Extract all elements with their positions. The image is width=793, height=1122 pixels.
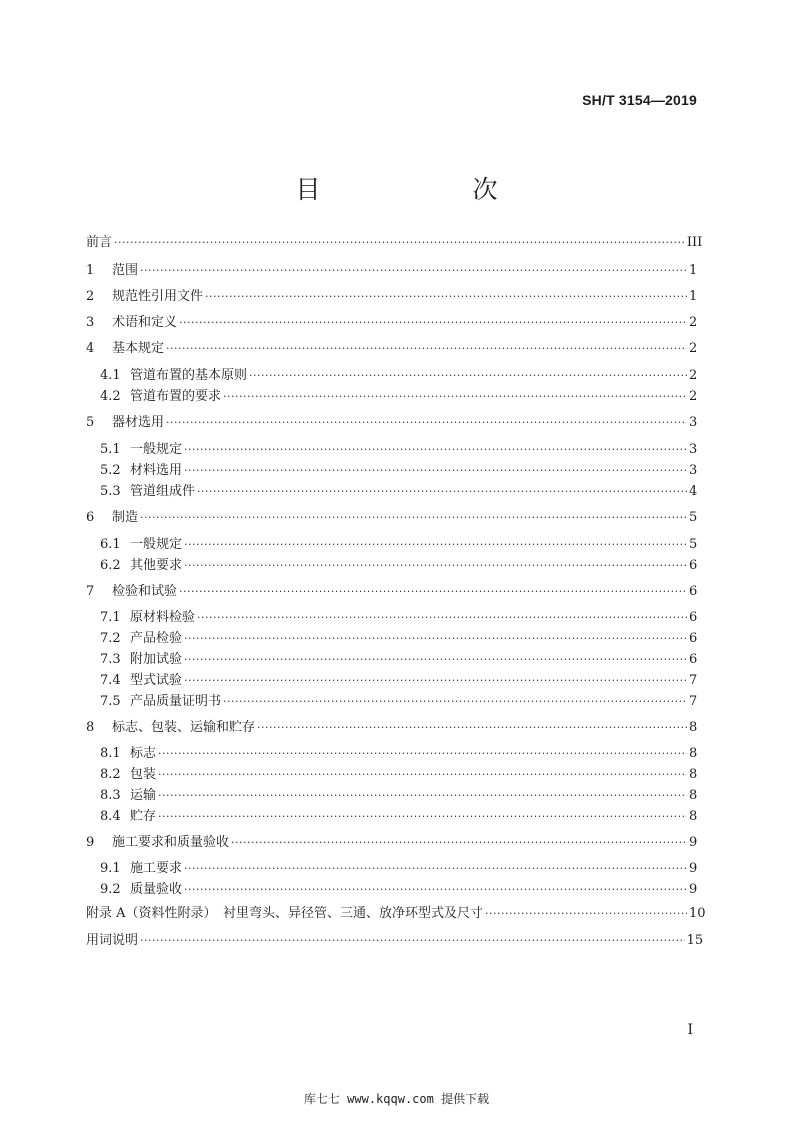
toc-entry-page: 2 xyxy=(689,389,698,404)
toc-entry-page: 5 xyxy=(689,510,698,525)
toc-leader-dots xyxy=(140,261,687,281)
toc-entry xyxy=(100,650,697,670)
toc-entry-title: 检验和试验 xyxy=(112,584,178,599)
toc-entry xyxy=(86,833,697,853)
toc-leader-dots xyxy=(223,692,687,712)
toc-entry-title: 前言 xyxy=(86,235,113,250)
toc-entry xyxy=(100,786,697,806)
toc-entry-page: 8 xyxy=(689,788,698,803)
download-footer: 库七七 www.kqqw.com 提供下载 xyxy=(303,1092,490,1106)
toc-entry-title: 其他要求 xyxy=(130,558,183,573)
toc-leader-dots xyxy=(231,833,687,853)
toc-entry-number: 7 xyxy=(86,584,95,599)
toc-entry-page: 9 xyxy=(689,835,698,850)
toc-entry-title: 材料选用 xyxy=(130,463,183,478)
toc-entry xyxy=(86,931,704,951)
toc-entry xyxy=(100,859,697,879)
toc-entry-number: 7.4 xyxy=(100,673,121,688)
toc-entry xyxy=(100,629,697,649)
toc-entry-title: 贮存 xyxy=(130,809,157,824)
toc-entry xyxy=(86,718,697,738)
toc-entry xyxy=(100,440,697,460)
toc-entry-page: 4 xyxy=(689,484,698,499)
toc-leader-dots xyxy=(184,556,687,576)
toc-entry-title: 施工要求 xyxy=(130,861,183,876)
toc-leader-dots xyxy=(140,931,685,951)
toc-entry xyxy=(100,765,697,785)
toc-entry-number: 6 xyxy=(86,510,95,525)
toc-entry-number: 4.2 xyxy=(100,389,121,404)
toc-leader-dots xyxy=(166,413,687,433)
toc-entry-title: 制造 xyxy=(112,510,139,525)
toc-entry-number: 9 xyxy=(86,835,95,850)
toc-entry-number: 8.1 xyxy=(100,746,121,761)
toc-entry-number: 4 xyxy=(86,341,95,356)
toc-entry-number: 2 xyxy=(86,289,95,304)
toc-leader-dots xyxy=(184,859,687,879)
toc-entry-number: 9.1 xyxy=(100,861,121,876)
toc-entry xyxy=(86,313,697,333)
toc-entry-page: 2 xyxy=(689,315,698,330)
toc-entry xyxy=(86,339,697,359)
toc-entry-number: 9.2 xyxy=(100,882,121,897)
toc-entry-page: 8 xyxy=(689,746,698,761)
toc-leader-dots xyxy=(166,339,687,359)
toc-entry-page: 3 xyxy=(689,442,698,457)
toc-entry-number: 5.3 xyxy=(100,484,121,499)
toc-leader-dots xyxy=(179,313,687,333)
toc-entry xyxy=(100,387,697,407)
toc-entry-title: 基本规定 xyxy=(112,341,165,356)
toc-entry xyxy=(100,744,697,764)
toc-entry-page: 6 xyxy=(689,558,698,573)
toc-leader-dots xyxy=(158,786,687,806)
toc-entry-number: 6.2 xyxy=(100,558,121,573)
toc-entry-number: 8.2 xyxy=(100,767,121,782)
toc-entry-page: 8 xyxy=(689,720,698,735)
toc-entry-title: 型式试验 xyxy=(130,673,183,688)
toc-leader-dots xyxy=(158,765,687,785)
toc-entry-page: III xyxy=(686,235,703,250)
toc-entry-page: 2 xyxy=(689,341,698,356)
toc-leader-dots xyxy=(197,482,687,502)
toc-leader-dots xyxy=(184,535,687,555)
toc-leader-dots xyxy=(158,807,687,827)
toc-entry-page: 6 xyxy=(689,584,698,599)
toc-leader-dots xyxy=(158,744,687,764)
toc-entry xyxy=(86,233,703,253)
toc-entry-page: 7 xyxy=(689,694,698,709)
page-title: 目 次 xyxy=(295,175,532,204)
toc-entry xyxy=(86,582,697,602)
toc-leader-dots xyxy=(140,508,687,528)
toc-leader-dots xyxy=(257,718,687,738)
toc-entry-number: 6.1 xyxy=(100,537,121,552)
toc-entry-title: 产品检验 xyxy=(130,631,183,646)
toc-entry-title: 附加试验 xyxy=(130,652,183,667)
toc-entry-number: 5.2 xyxy=(100,463,121,478)
toc-entry-title: 范围 xyxy=(112,263,139,278)
toc-leader-dots xyxy=(184,671,687,691)
toc-leader-dots xyxy=(184,461,687,481)
toc-entry xyxy=(100,556,697,576)
toc-entry-page: 1 xyxy=(689,289,698,304)
toc-entry-title: 包装 xyxy=(130,767,157,782)
toc-entry-title: 一般规定 xyxy=(130,442,183,457)
toc-entry xyxy=(86,287,697,307)
toc-entry-title: 用词说明 xyxy=(86,933,139,948)
toc-entry-title: 一般规定 xyxy=(130,537,183,552)
toc-entry-page: 6 xyxy=(689,652,698,667)
toc-entry xyxy=(86,904,706,924)
toc-entry-number: 7.5 xyxy=(100,694,121,709)
toc-leader-dots xyxy=(485,904,687,924)
toc-leader-dots xyxy=(184,650,687,670)
toc-entry xyxy=(100,535,697,555)
toc-entry-title: 原材料检验 xyxy=(130,610,196,625)
toc-entry-number: 8.3 xyxy=(100,788,121,803)
toc-entry-number: 7.2 xyxy=(100,631,121,646)
toc-entry-number: 7.3 xyxy=(100,652,121,667)
toc-leader-dots xyxy=(184,440,687,460)
toc-entry-page: 9 xyxy=(689,882,698,897)
toc-entry-page: 5 xyxy=(689,537,698,552)
toc-entry xyxy=(100,482,697,502)
toc-entry-title: 运输 xyxy=(130,788,157,803)
toc-entry-number: 8 xyxy=(86,720,95,735)
toc-entry-title: 质量验收 xyxy=(130,882,183,897)
toc-entry-page: 8 xyxy=(689,767,698,782)
toc-entry-page: 10 xyxy=(689,906,706,921)
toc-entry-title: 术语和定义 xyxy=(112,315,178,330)
toc-entry xyxy=(100,461,697,481)
toc-entry-number: 5.1 xyxy=(100,442,121,457)
toc-entry-page: 3 xyxy=(689,463,698,478)
toc-entry xyxy=(100,608,697,628)
toc-entry-title: 标志、包装、运输和贮存 xyxy=(112,720,256,735)
toc-entry-page: 9 xyxy=(689,861,698,876)
toc-entry-page: 8 xyxy=(689,809,698,824)
toc-entry-number: 5 xyxy=(86,415,95,430)
toc-leader-dots xyxy=(205,287,687,307)
toc-entry-title: 器材选用 xyxy=(112,415,165,430)
toc-entry xyxy=(100,692,697,712)
toc-leader-dots xyxy=(223,387,687,407)
toc-entry-page: 6 xyxy=(689,610,698,625)
toc-leader-dots xyxy=(114,233,685,253)
toc-entry-page: 3 xyxy=(689,415,698,430)
toc-entry xyxy=(86,508,697,528)
toc-entry-number: 8.4 xyxy=(100,809,121,824)
toc-entry xyxy=(100,671,697,691)
toc-entry-title: 产品质量证明书 xyxy=(130,694,222,709)
toc-entry xyxy=(100,880,697,900)
toc-entry-title: 管道布置的要求 xyxy=(130,389,222,404)
toc-leader-dots xyxy=(197,608,687,628)
toc-entry-page: 7 xyxy=(689,673,698,688)
toc-entry-page: 2 xyxy=(689,368,698,383)
document-code: SH/T 3154—2019 xyxy=(582,92,697,108)
toc-leader-dots xyxy=(249,366,687,386)
toc-leader-dots xyxy=(184,880,687,900)
toc-entry-title: 施工要求和质量验收 xyxy=(112,835,230,850)
toc-entry-number: 7.1 xyxy=(100,610,121,625)
toc-entry-title: 标志 xyxy=(130,746,157,761)
toc-leader-dots xyxy=(184,629,687,649)
toc-entry-title: 附录 A（资料性附录） 衬里弯头、异径管、三通、放净环型式及尺寸 xyxy=(86,906,484,921)
toc-entry xyxy=(100,366,697,386)
page-number: I xyxy=(687,1022,693,1038)
toc-entry xyxy=(86,413,697,433)
toc-entry-number: 4.1 xyxy=(100,368,121,383)
toc-leader-dots xyxy=(179,582,687,602)
toc-entry-number: 1 xyxy=(86,263,95,278)
toc-entry-page: 1 xyxy=(689,263,698,278)
toc-entry-page: 6 xyxy=(689,631,698,646)
toc-entry-number: 3 xyxy=(86,315,95,330)
toc-entry-title: 规范性引用文件 xyxy=(112,289,204,304)
toc-entry-title: 管道组成件 xyxy=(130,484,196,499)
toc-entry-title: 管道布置的基本原则 xyxy=(130,368,248,383)
table-of-contents xyxy=(86,0,706,1122)
toc-entry-page: 15 xyxy=(686,933,704,948)
toc-entry xyxy=(86,261,697,281)
toc-entry xyxy=(100,807,697,827)
